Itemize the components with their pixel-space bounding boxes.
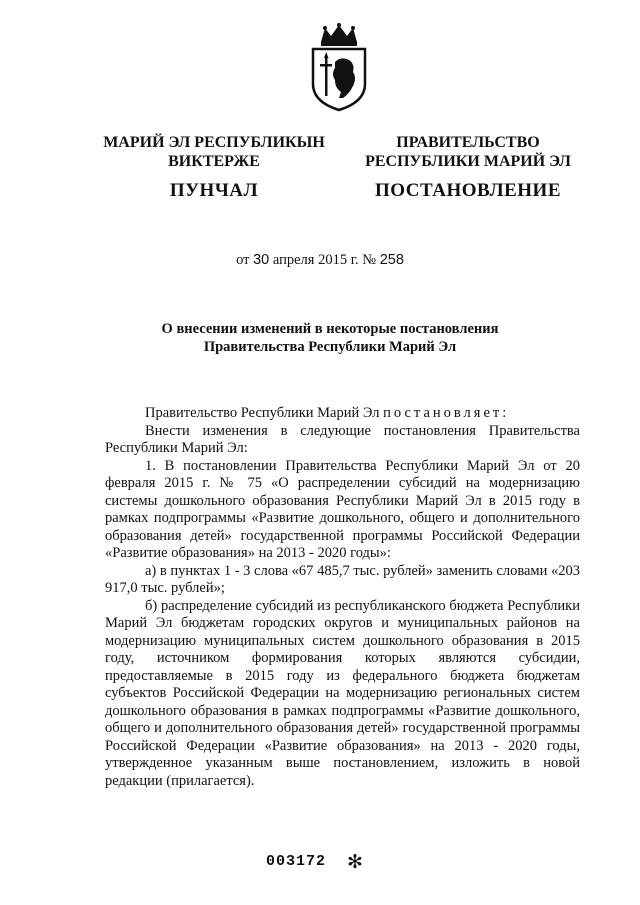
document-subject: [80, 320, 580, 356]
header-right: [354, 133, 582, 200]
date-prefix: от: [236, 252, 250, 268]
subject-line1: О внесении изменений в некоторые постановления: [161, 321, 499, 337]
paragraph-1: Внести изменения в следующие постановления Правительства Республики Марий Эл:: [105, 422, 580, 456]
header-left: [98, 133, 330, 200]
header-right-line2: РЕСПУБЛИКИ МАРИЙ ЭЛ: [365, 153, 571, 170]
document-body: [105, 405, 580, 790]
subject-line2: Правительства Республики Марий Эл: [203, 339, 457, 355]
header-right-doc-type: ПОСТАНОВЛЕНИЕ: [374, 180, 562, 201]
intro-paragraph: [105, 405, 580, 423]
asterisk-mark: ✻: [347, 851, 363, 873]
document-number: 258: [379, 252, 404, 268]
coat-of-arms-icon: [299, 22, 379, 112]
date-line: [0, 252, 640, 269]
intro-resolves: постановляет:: [383, 405, 510, 421]
date-month-year: апреля 2015 г. №: [272, 252, 377, 268]
serial-number: 003172: [266, 853, 327, 870]
paragraph-4: б) распределение субсидий из республиканского бюджета Республики Марий Эл бюджетам городских округов и муниципальных районов на модернизацию муниципальных систем дошкольного образования в 2015 году, источником формирования которых являются субсидии, предоставляемые в 2015 году из федерального бюджета бюджетам субъектов Российской Федерации на модернизацию региональных систем дошкольного образования в рамках подпрограммы «Развитие дошкольного, общего и дополнительного образования детей» государственной программы Российской Федерации «Развитие образования» на 2013 - 2020 годы, утвержденное указанным выше постановлением, изложить в новой редакции (прилагается).: [105, 597, 580, 789]
intro-text: Правительство Республики Марий Эл: [145, 405, 380, 421]
date-day: 30: [253, 252, 270, 268]
header-left-line2: ВИКТЕРЖЕ: [168, 153, 260, 170]
header-left-doc-type: ПУНЧАЛ: [169, 180, 259, 201]
paragraph-3: а) в пунктах 1 - 3 слова «67 485,7 тыс. рублей» заменить словами «203 917,0 тыс. рублей»;: [105, 562, 580, 596]
header-left-line1: МАРИЙ ЭЛ РЕСПУБЛИКЫН: [103, 134, 325, 151]
paragraph-2: 1. В постановлении Правительства Республики Марий Эл от 20 февраля 2015 г. № 75 «О распределении субсидий на модернизацию системы дошкольного образования Республики Марий Эл в 2015 году в рамках подпрограммы «Развитие дошкольного, общего и дополнительного образования детей» государственной программы Российской Федерации «Развитие образования» на 2013 - 2020 годы»:: [105, 457, 580, 561]
header-right-line1: ПРАВИТЕЛЬСТВО: [396, 134, 540, 151]
